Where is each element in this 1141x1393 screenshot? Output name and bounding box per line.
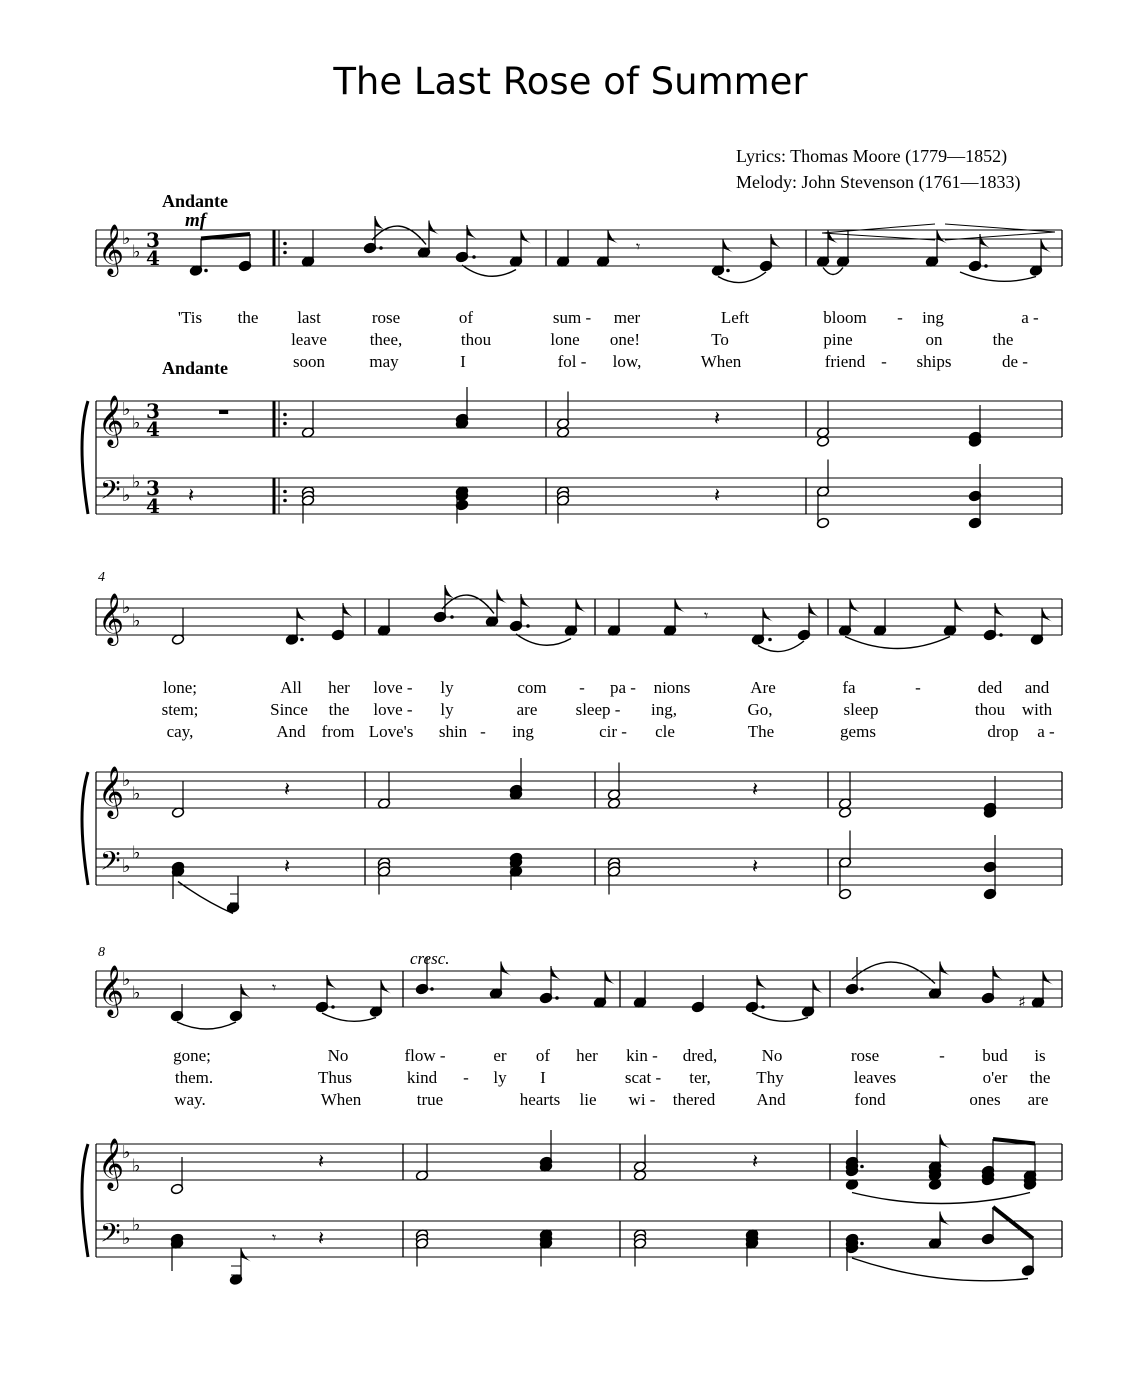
augmentation-dot (283, 413, 287, 417)
augmentation-dot (472, 255, 476, 259)
augmentation-dot (860, 1242, 864, 1246)
augmentation-dot (860, 987, 864, 991)
lyric-syllable: sleep - (575, 700, 621, 719)
lyric-syllable: of (535, 1046, 551, 1065)
note-flag (771, 234, 781, 248)
lyric-syllable: the (1029, 1068, 1051, 1087)
lyric-syllable: kin - (626, 1046, 658, 1065)
lyric-syllable: is (1034, 1046, 1046, 1065)
lyric-syllable: Since (270, 700, 308, 719)
quarter-rest: 𝄽 (188, 483, 195, 507)
lyric-syllable: The (747, 722, 775, 741)
note-flag (940, 1135, 950, 1149)
lyric-syllable: soon (292, 352, 326, 371)
augmentation-dot (283, 422, 287, 426)
crescendo-hairpin (822, 224, 935, 240)
note-flag (850, 599, 860, 613)
beam (993, 1139, 1035, 1144)
note-flag (445, 585, 455, 599)
augmentation-dot (300, 638, 304, 642)
slur (177, 1022, 236, 1029)
note-flag (501, 962, 511, 976)
lyric-syllable: - (897, 308, 903, 327)
quarter-rest: 𝄽 (752, 854, 759, 878)
slur (372, 226, 426, 244)
quarter-rest: 𝄽 (752, 777, 759, 801)
note-flag (813, 980, 823, 994)
lyric-syllable: lone; (163, 678, 197, 697)
flat-sign: ♭ (132, 610, 141, 632)
lyric-syllable: may (369, 352, 399, 371)
augmentation-dot (331, 1005, 335, 1009)
lyric-syllable: true (416, 1090, 444, 1109)
eighth-rest: 𝄾 (704, 606, 709, 625)
augmentation-dot (204, 269, 208, 273)
time-sig-bottom: 4 (146, 246, 160, 270)
lyric-syllable: gems (840, 722, 876, 741)
lyric-syllable: de - (1002, 352, 1028, 371)
lyric-syllable: gone; (173, 1046, 211, 1065)
bass-clef-icon: 𝄢 (100, 1217, 121, 1255)
treble-clef-icon: 𝄞 (98, 593, 125, 644)
quarter-rest: 𝄽 (714, 483, 721, 507)
measure-number: 4 (98, 570, 105, 585)
augmentation-dot (984, 264, 988, 268)
slur (960, 272, 1036, 281)
lyric-syllable: thou (974, 700, 1006, 719)
lyric-syllable: sum - (552, 308, 592, 327)
note-flag (993, 966, 1003, 980)
note-flag (241, 1248, 251, 1262)
lyric-syllable: ded (977, 678, 1003, 697)
lyric-syllable: love - (373, 678, 413, 697)
lyric-syllable: thee, (369, 330, 403, 349)
lyric-syllable: the (992, 330, 1014, 349)
lyric-syllable: rose (371, 308, 401, 327)
lyric-syllable: bud (982, 1046, 1008, 1065)
note-flag (576, 599, 586, 613)
lyric-syllable: ing (512, 722, 534, 741)
lyric-syllable: are (516, 700, 538, 719)
lyric-syllable: wi - (628, 1090, 656, 1109)
lyric-syllable: way. (174, 1090, 206, 1109)
lyric-syllable: one! (609, 330, 641, 349)
lyric-syllable: bloom (823, 308, 867, 327)
note-flag (497, 590, 507, 604)
lyric-syllable: her (328, 678, 350, 697)
lyric-syllable: No (327, 1046, 349, 1065)
lyric-syllable: To (711, 330, 729, 349)
slur (442, 595, 494, 613)
treble-clef-icon: 𝄞 (98, 965, 125, 1016)
lyric-syllable: them. (174, 1068, 214, 1087)
lyric-syllable: I (540, 1068, 546, 1087)
augmentation-dot (768, 638, 772, 642)
bass-clef-icon: 𝄢 (100, 474, 121, 512)
flat-sign: ♭ (122, 856, 131, 877)
lyric-syllable: ing, (651, 700, 677, 719)
quarter-rest: 𝄽 (318, 1149, 325, 1173)
lyric-syllable: All (280, 678, 302, 697)
slur (322, 1013, 376, 1021)
augmentation-dot (555, 996, 559, 1000)
flat-sign: ♭ (132, 1155, 141, 1177)
note-flag (980, 234, 990, 248)
quarter-rest: 𝄽 (284, 854, 291, 878)
lyric-syllable: And (756, 1090, 786, 1109)
lyric-syllable: the (237, 308, 259, 327)
grand-staff-brace (82, 772, 88, 885)
dynamic-mf: mf (185, 210, 207, 231)
lyric-syllable: lone (550, 330, 580, 349)
sharp-sign: ♯ (1018, 992, 1026, 1012)
lyric-syllable: of (458, 308, 474, 327)
note-flag (521, 230, 531, 244)
slur (845, 637, 950, 649)
lyric-syllable: the (328, 700, 350, 719)
slur (823, 268, 843, 275)
lyric-syllable: shin (438, 722, 468, 741)
augmentation-dot (283, 490, 287, 494)
lyric-syllable: - (939, 1046, 945, 1065)
slur (752, 1013, 808, 1021)
flat-sign: ♭ (122, 969, 131, 990)
lyric-syllable: thou (460, 330, 492, 349)
lyric-syllable: ships (916, 352, 952, 371)
note-flag (1041, 239, 1051, 253)
note-flag (605, 971, 615, 985)
augmentation-dot (761, 1005, 765, 1009)
lyric-syllable: a - (1021, 308, 1039, 327)
quarter-rest: 𝄽 (318, 1226, 325, 1250)
score-title: The Last Rose of Summer (333, 60, 808, 103)
time-sig-top: 3 (146, 228, 160, 252)
lyric-syllable: cay, (166, 722, 194, 741)
lyric-syllable: rose (850, 1046, 880, 1065)
flat-sign: ♭ (132, 412, 141, 434)
augmentation-dot (283, 251, 287, 255)
lyric-syllable: ly (493, 1068, 507, 1087)
note-flag (675, 599, 685, 613)
note-flag (327, 975, 337, 989)
flat-sign: ♭ (132, 842, 141, 864)
measure-number: 8 (98, 945, 105, 960)
lyric-syllable: com (517, 678, 547, 697)
lyric-syllable: o'er (982, 1068, 1008, 1087)
augmentation-dot (999, 633, 1003, 637)
lyric-syllable: fa (842, 678, 856, 697)
lyric-syllable: ly (440, 678, 454, 697)
lyric-syllable: low, (612, 352, 642, 371)
lyric-syllable: pine (823, 330, 853, 349)
lyric-syllable: last (297, 308, 321, 327)
beam (201, 234, 250, 239)
lyric-syllable: her (576, 1046, 598, 1065)
cresc-marking: cresc. (410, 949, 450, 968)
augmentation-dot (379, 246, 383, 250)
grand-staff-brace (82, 1144, 88, 1257)
note-flag (551, 966, 561, 980)
slur (462, 265, 516, 276)
tempo-marking: Andante (162, 191, 229, 211)
note-flag (343, 603, 353, 617)
lyric-syllable: and (1024, 678, 1050, 697)
note-flag (955, 599, 965, 613)
treble-clef-icon: 𝄞 (98, 1138, 125, 1189)
lyric-syllable: And (276, 722, 306, 741)
lyric-syllable: No (761, 1046, 783, 1065)
flat-sign: ♭ (122, 597, 131, 618)
slur (852, 1258, 1028, 1281)
lyric-syllable: - (915, 678, 921, 697)
treble-clef-icon: 𝄞 (98, 766, 125, 817)
note-flag (940, 962, 950, 976)
lyricist-credit: Lyrics: Thomas Moore (1779—1852) (736, 146, 1008, 166)
augmentation-dot (430, 987, 434, 991)
note-flag (723, 239, 733, 253)
lyric-syllable: er (493, 1046, 507, 1065)
decrescendo-hairpin (945, 224, 1055, 240)
lyric-syllable: cle (655, 722, 675, 741)
lyric-syllable: - (480, 722, 486, 741)
note-flag (937, 230, 947, 244)
note-flag (241, 984, 251, 998)
lyric-syllable: fond (854, 1090, 886, 1109)
augmentation-dot (450, 615, 454, 619)
lyric-syllable: ones (969, 1090, 1001, 1109)
lyric-syllable: dred, (682, 1046, 718, 1065)
flat-sign: ♭ (132, 471, 141, 493)
lyric-syllable: cir - (599, 722, 627, 741)
slur (852, 1193, 1030, 1204)
flat-sign: ♭ (122, 770, 131, 791)
time-sig-top: 3 (146, 399, 160, 423)
lyric-syllable: leave (291, 330, 327, 349)
note-flag (297, 608, 307, 622)
quarter-rest: 𝄽 (284, 777, 291, 801)
note-flag (809, 603, 819, 617)
lyric-syllable: scat - (624, 1068, 662, 1087)
note-flag (429, 221, 439, 235)
slur (758, 641, 804, 652)
composer-credit: Melody: John Stevenson (1761—1833) (736, 172, 1021, 192)
flat-sign: ♭ (122, 485, 131, 506)
flat-sign: ♭ (122, 1228, 131, 1249)
lyric-syllable: are (1027, 1090, 1049, 1109)
flat-sign: ♭ (132, 1214, 141, 1236)
flat-sign: ♭ (132, 241, 141, 263)
eighth-rest: 𝄾 (636, 237, 641, 256)
lyric-syllable: Thy (756, 1068, 784, 1087)
bass-clef-icon: 𝄢 (100, 845, 121, 883)
lyric-syllable: drop (987, 722, 1019, 741)
lyric-syllable: Thus (318, 1068, 352, 1087)
treble-clef-icon: 𝄞 (98, 395, 125, 446)
augmentation-dot (283, 242, 287, 246)
note-flag (375, 216, 385, 230)
note-flag (757, 975, 767, 989)
time-sig-bottom: 4 (146, 494, 160, 518)
lyric-syllable: mer (613, 308, 641, 327)
lyric-syllable: love - (373, 700, 413, 719)
note-flag (995, 603, 1005, 617)
lyric-syllable: - (463, 1068, 469, 1087)
lyric-syllable: fol - (557, 352, 587, 371)
beam (993, 1207, 1033, 1239)
lyric-syllable: Left (720, 308, 750, 327)
slur (516, 634, 571, 645)
lyric-syllable: lie (579, 1090, 597, 1109)
eighth-rest: 𝄾 (272, 978, 277, 997)
lyric-syllable: When (700, 352, 742, 371)
lyric-syllable: leaves (853, 1068, 897, 1087)
grand-staff-brace (82, 401, 88, 514)
lyric-syllable: 'Tis (177, 308, 203, 327)
lyric-syllable: kind (406, 1068, 438, 1087)
lyric-syllable: stem; (161, 700, 199, 719)
lyric-syllable: - (579, 678, 585, 697)
lyric-syllable: nions (653, 678, 691, 697)
flat-sign: ♭ (122, 1142, 131, 1163)
time-sig-bottom: 4 (146, 417, 160, 441)
note-flag (1042, 608, 1052, 622)
lyric-syllable: ly (440, 700, 454, 719)
lyric-syllable: pa - (610, 678, 636, 697)
slur (178, 882, 233, 914)
flat-sign: ♭ (132, 982, 141, 1004)
flat-sign: ♭ (122, 399, 131, 420)
note-flag (467, 225, 477, 239)
flat-sign: ♭ (132, 783, 141, 805)
lyric-syllable: flow - (404, 1046, 446, 1065)
augmentation-dot (283, 499, 287, 503)
time-sig-top: 3 (146, 476, 160, 500)
eighth-rest: 𝄾 (272, 1228, 277, 1247)
note-flag (608, 230, 618, 244)
augmentation-dot (526, 624, 530, 628)
note-flag (381, 980, 391, 994)
lyric-syllable: I (460, 352, 466, 371)
lyric-syllable: a - (1037, 722, 1055, 741)
note-flag (1043, 971, 1053, 985)
quarter-rest: 𝄽 (752, 1149, 759, 1173)
note-flag (940, 1212, 950, 1226)
augmentation-dot (726, 269, 730, 273)
lyric-syllable: When (320, 1090, 362, 1109)
tempo-marking-piano: Andante (162, 358, 229, 378)
lyric-syllable: with (1021, 700, 1053, 719)
lyric-syllable: Love's (368, 722, 414, 741)
lyric-syllable: friend (824, 352, 866, 371)
lyric-syllable: hearts (519, 1090, 561, 1109)
lyric-syllable: Are (750, 678, 776, 697)
lyric-syllable: ing (922, 308, 944, 327)
flat-sign: ♭ (122, 228, 131, 249)
quarter-rest: 𝄽 (714, 406, 721, 430)
lyric-syllable: - (881, 352, 887, 371)
slur (718, 272, 766, 283)
note-flag (521, 594, 531, 608)
augmentation-dot (860, 1165, 864, 1169)
note-flag (763, 608, 773, 622)
lyric-syllable: ter, (689, 1068, 711, 1087)
treble-clef-icon: 𝄞 (98, 224, 125, 275)
lyric-syllable: from (321, 722, 355, 741)
lyric-syllable: Go, (747, 700, 773, 719)
lyric-syllable: sleep (843, 700, 879, 719)
whole-rest: ▬ (218, 404, 230, 418)
lyric-syllable: thered (672, 1090, 716, 1109)
lyric-syllable: on (925, 330, 943, 349)
